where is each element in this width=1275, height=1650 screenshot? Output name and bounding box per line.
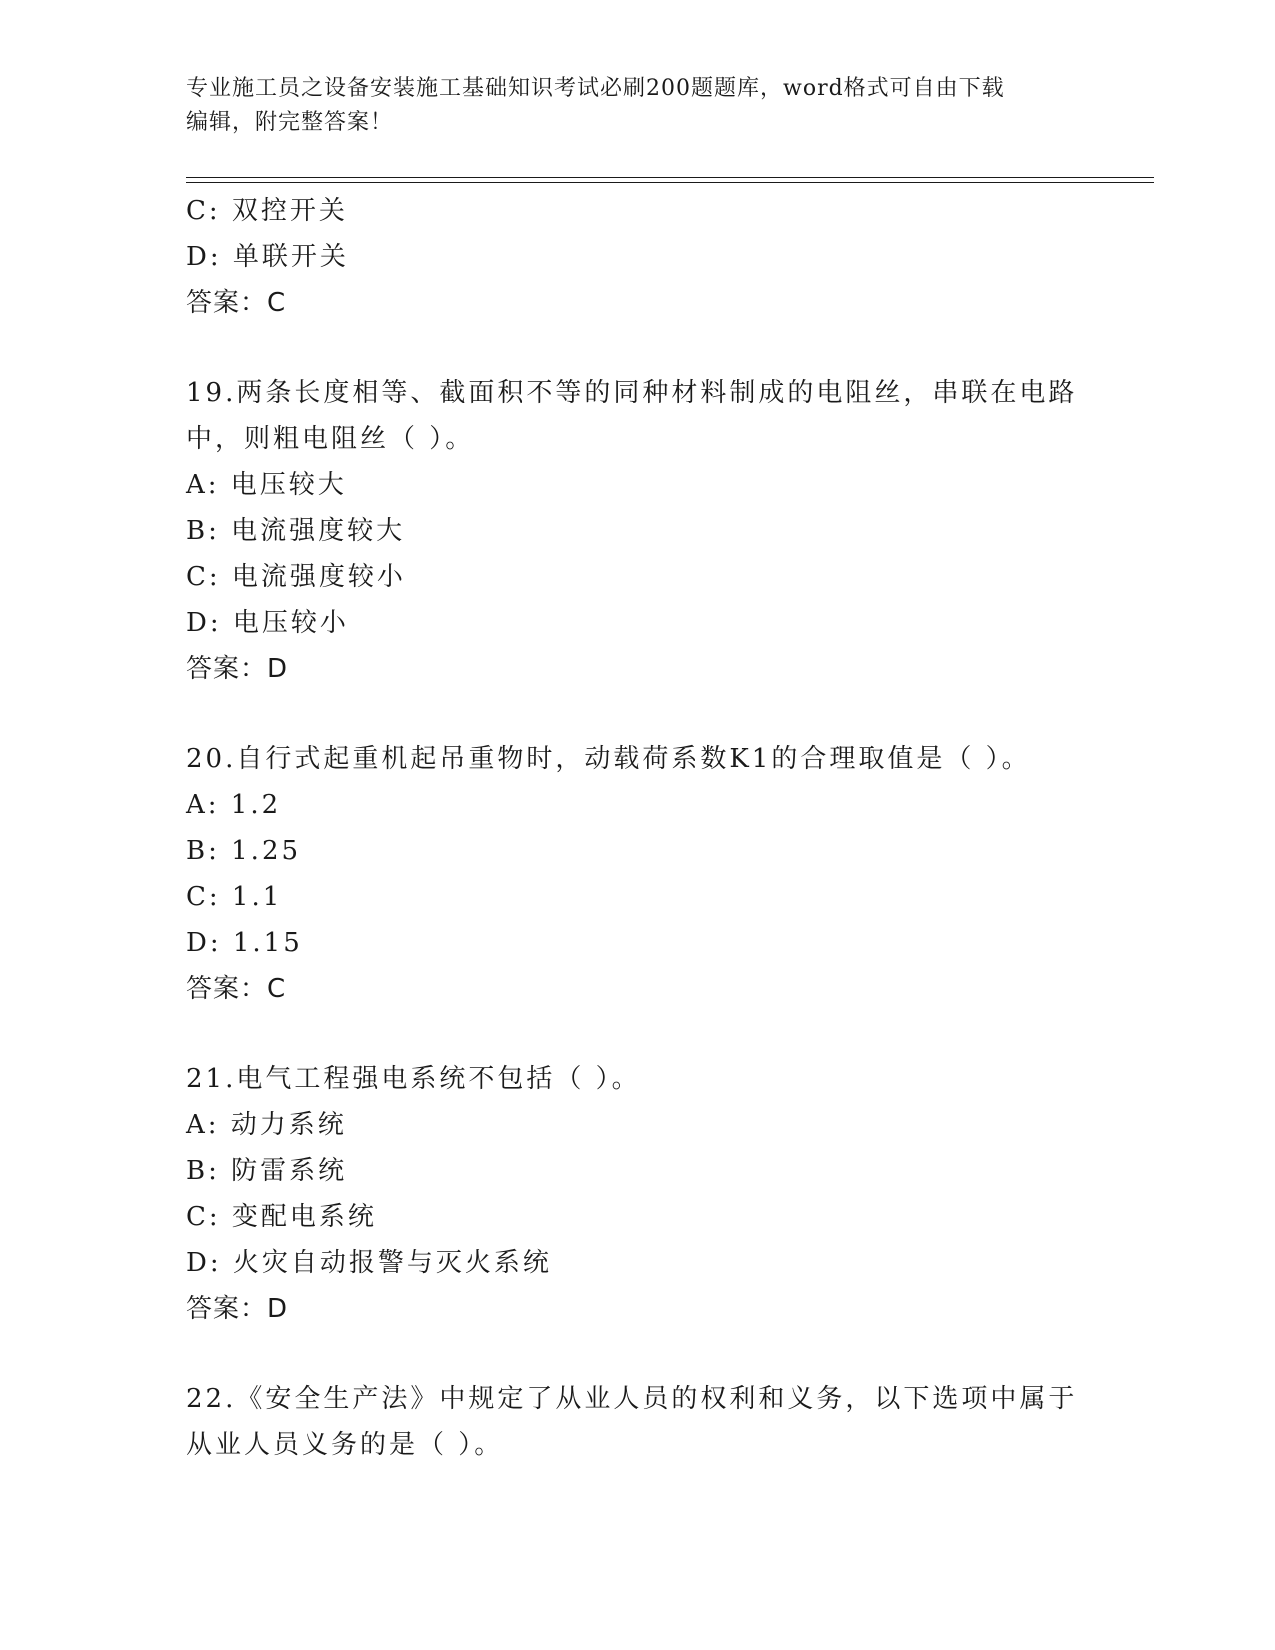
question-stem-line: 从业人员义务的是（ ）。	[186, 1430, 504, 1460]
document-header	[186, 72, 1086, 140]
header-line-1: 专业施工员之设备安装施工基础知识考试必刷200题题库，word格式可自由下载	[186, 76, 1005, 101]
question-stem-line: 21.电气工程强电系统不包括（ ）。	[186, 1064, 641, 1094]
question-block-continued	[186, 188, 1086, 326]
option-b: B: 电流强度较大	[186, 516, 406, 546]
question-stem	[186, 1056, 1086, 1102]
option-d: D: 电压较小	[186, 608, 349, 638]
option-d: D: 单联开关	[186, 242, 349, 272]
option-c: C: 双控开关	[186, 196, 348, 226]
question-stem	[186, 370, 1086, 462]
header-rule-top	[186, 177, 1154, 178]
question-block-22	[186, 1376, 1086, 1468]
option-b: B: 1.25	[186, 836, 302, 866]
question-stem-line: 19.两条长度相等、截面积不等的同种材料制成的电阻丝，串联在电路	[186, 378, 1078, 408]
question-stem-line: 20.自行式起重机起吊重物时，动载荷系数K1的合理取值是（ ）。	[186, 744, 1031, 774]
answer-line: 答案：D	[186, 1294, 289, 1324]
question-stem	[186, 1376, 1086, 1468]
question-stem	[186, 736, 1086, 782]
option-a: A: 电压较大	[186, 470, 347, 500]
option-c: C: 变配电系统	[186, 1202, 377, 1232]
header-rule-bottom	[186, 182, 1154, 183]
question-block-21	[186, 1056, 1086, 1332]
question-block-20	[186, 736, 1086, 1012]
question-stem-line: 22.《安全生产法》中规定了从业人员的权利和义务，以下选项中属于	[186, 1384, 1078, 1414]
option-d: D: 1.15	[186, 928, 303, 958]
question-stem-line: 中，则粗电阻丝（ ）。	[186, 424, 475, 454]
option-c: C: 1.1	[186, 882, 283, 912]
option-d: D: 火灾自动报警与灭火系统	[186, 1248, 552, 1278]
option-b: B: 防雷系统	[186, 1156, 348, 1186]
option-a: A: 1.2	[186, 790, 282, 820]
option-a: A: 动力系统	[186, 1110, 347, 1140]
answer-line: 答案：D	[186, 654, 289, 684]
question-block-19	[186, 370, 1086, 692]
question-content	[186, 188, 1086, 1468]
answer-line: 答案：C	[186, 974, 287, 1004]
answer-line: 答案：C	[186, 288, 287, 318]
option-c: C: 电流强度较小	[186, 562, 406, 592]
header-line-2: 编辑，附完整答案！	[186, 110, 394, 135]
